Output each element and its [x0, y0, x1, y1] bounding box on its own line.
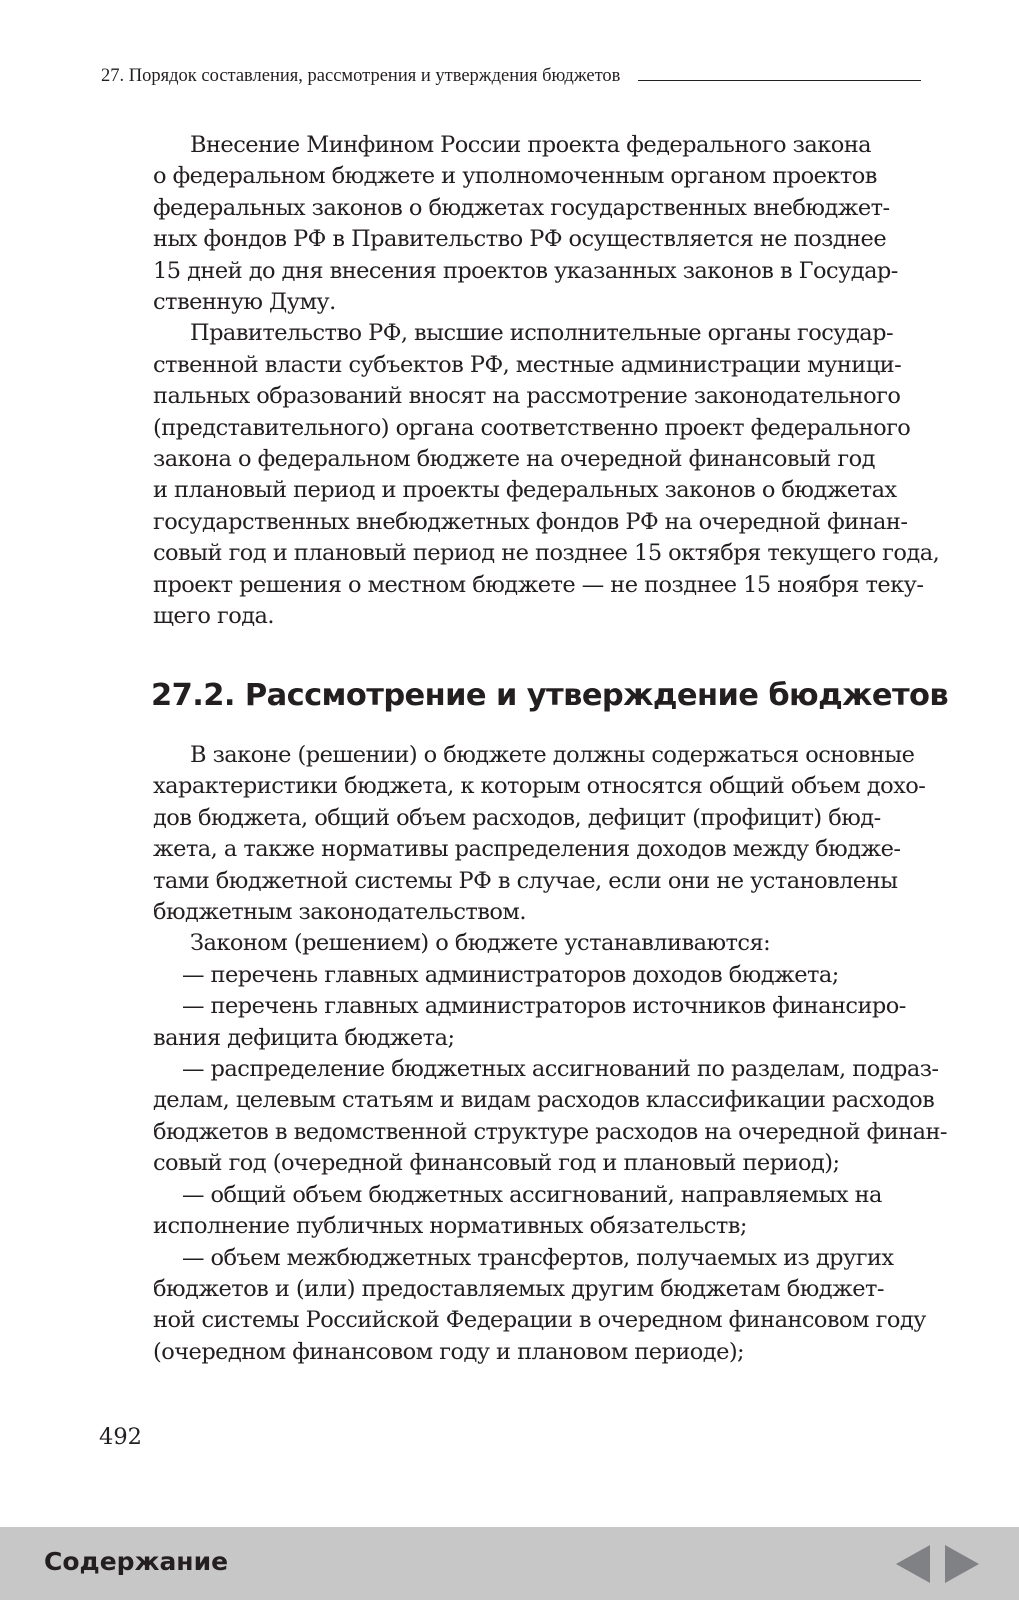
paragraph-line: тами бюджетной системы РФ в случае, если они не установлены	[153, 867, 898, 894]
paragraph-line: дов бюджета, общий объем расходов, дефицит (профицит) бюд-	[153, 804, 881, 831]
list-item-continuation: исполнение публичных нормативных обязательств;	[153, 1213, 747, 1240]
paragraph-line: и плановый период и проекты федеральных законов о бюджетах	[153, 477, 897, 504]
page-number: 492	[99, 1424, 142, 1450]
navigation-bar	[0, 1527, 1019, 1600]
list-item-continuation: (очередном финансовом году и плановом периоде);	[153, 1338, 745, 1365]
body-text-block-2	[153, 740, 947, 1368]
paragraph-line: совый год и плановый период не позднее 15 октября текущего года,	[153, 540, 940, 567]
list-item: — объем межбюджетных трансфертов, получаемых из других	[182, 1244, 894, 1271]
paragraph-line: Внесение Минфином России проекта федерального закона	[190, 132, 872, 158]
triangle-left-icon	[896, 1545, 930, 1583]
list-item-continuation: вания дефицита бюджета;	[153, 1024, 455, 1051]
header-rule	[638, 80, 921, 81]
next-page-button[interactable]	[945, 1545, 979, 1583]
paragraph-line: ственную Думу.	[153, 289, 336, 316]
body-text-block-1	[153, 130, 940, 633]
paragraph-line: о федеральном бюджете и уполномоченным органом проектов	[153, 163, 877, 190]
list-item-continuation: ной системы Российской Федерации в очередном финансовом году	[153, 1307, 926, 1334]
list-item: — общий объем бюджетных ассигнований, направляемых на	[182, 1181, 882, 1208]
list-item: — распределение бюджетных ассигнований по разделам, подраз-	[182, 1056, 939, 1083]
toc-link[interactable]: Содержание	[44, 1547, 229, 1576]
running-title: 27. Порядок составления, рассмотрения и утверждения бюджетов	[101, 65, 621, 86]
paragraph-line: проект решения о местном бюджете — не позднее 15 ноября теку-	[153, 571, 924, 598]
running-header	[101, 62, 921, 90]
list-item-continuation: делам, целевым статьям и видам расходов классификации расходов	[153, 1087, 935, 1114]
paragraph-line: ных фондов РФ в Правительство РФ осуществляется не позднее	[153, 226, 887, 253]
paragraph-line: ственной власти субъектов РФ, местные администрации муници-	[153, 351, 902, 378]
list-item: — перечень главных администраторов доходов бюджета;	[182, 961, 839, 988]
section-heading: 27.2. Рассмотрение и утверждение бюджетов	[151, 678, 949, 713]
triangle-right-icon	[945, 1545, 979, 1583]
paragraph-line: закона о федеральном бюджете на очередной финансовый год	[153, 446, 875, 473]
paragraph-line: государственных внебюджетных фондов РФ на очередной финан-	[153, 508, 908, 535]
list-item-continuation: совый год (очередной финансовый год и плановый период);	[153, 1150, 840, 1177]
paragraph-line: В законе (решении) о бюджете должны содержаться основные	[190, 742, 915, 768]
list-item-continuation: бюджетов и (или) предоставляемых другим бюджетам бюджет-	[153, 1275, 884, 1302]
prev-page-button[interactable]	[896, 1545, 930, 1583]
paragraph-line: бюджетным законодательством.	[153, 899, 526, 926]
paragraph-line: 15 дней до дня внесения проектов указанных законов в Государ-	[153, 257, 898, 284]
list-item-continuation: бюджетов в ведомственной структуре расходов на очередной финан-	[153, 1118, 947, 1145]
paragraph-line: (представительного) органа соответственно проект федерального	[153, 414, 911, 441]
paragraph-line: федеральных законов о бюджетах государственных внебюджет-	[153, 194, 890, 221]
paragraph-line: Законом (решением) о бюджете устанавливаются:	[190, 930, 771, 957]
paragraph-line: характеристики бюджета, к которым относятся общий объем дохо-	[153, 773, 926, 800]
list-item: — перечень главных администраторов источников финансиро-	[182, 993, 906, 1020]
paragraph-line: пальных образований вносят на рассмотрение законодательного	[153, 383, 901, 410]
paragraph-line: щего года.	[153, 603, 274, 630]
paragraph-line: жета, а также нормативы распределения доходов между бюдже-	[153, 836, 901, 863]
paragraph-line: Правительство РФ, высшие исполнительные органы государ-	[190, 320, 894, 347]
